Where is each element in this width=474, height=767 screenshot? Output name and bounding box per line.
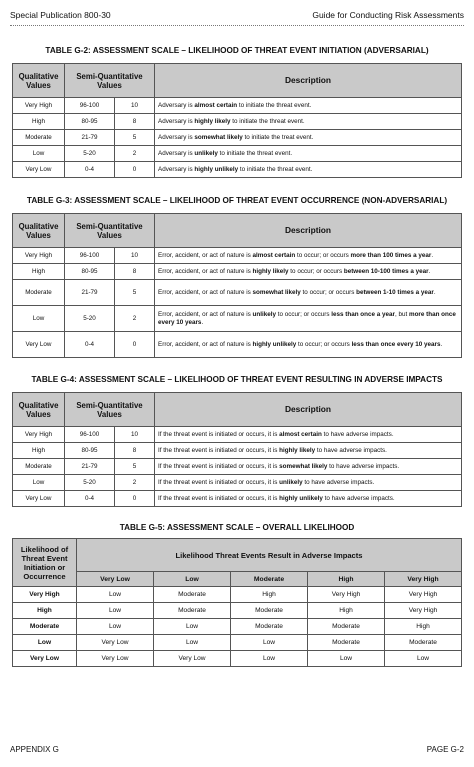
g5-cell: Low <box>385 651 462 667</box>
table-g3-body <box>13 248 462 358</box>
table-g5 <box>12 538 462 667</box>
qualitative-value: High <box>13 264 65 280</box>
semi-quantitative-score: 0 <box>115 162 155 178</box>
description-text: to initiate the threat event. <box>217 149 293 157</box>
description-text: , but <box>394 310 409 318</box>
table-row <box>13 280 462 306</box>
semi-quantitative-score: 2 <box>115 306 155 332</box>
description-emphasis: more than 100 times a year <box>350 251 432 259</box>
qualitative-value: Low <box>13 475 65 491</box>
description-text: to initiate the threat event. <box>230 117 305 125</box>
page-footer <box>10 745 464 757</box>
g5-col-high: High <box>308 572 385 587</box>
col-header-semi: Semi-Quantitative Values <box>65 393 155 427</box>
table-row <box>13 130 462 146</box>
description <box>155 459 462 475</box>
description-emphasis: highly likely <box>279 446 316 454</box>
col-header-description: Description <box>155 64 462 98</box>
g5-cell: High <box>308 603 385 619</box>
semi-quantitative-score: 2 <box>115 475 155 491</box>
description-text: to occur; or occurs <box>300 288 357 296</box>
g5-col-low: Low <box>154 572 231 587</box>
description-text: Adversary is <box>158 165 195 173</box>
description-emphasis: highly unlikely <box>194 165 239 173</box>
description-emphasis: somewhat likely <box>194 133 243 141</box>
footer-right: PAGE G-2 <box>426 745 464 754</box>
description-text: to initiate the treat event. <box>242 133 314 141</box>
description-emphasis: highly likely <box>194 117 231 125</box>
g5-col-very-low: Very Low <box>77 572 154 587</box>
table-g2 <box>12 63 462 178</box>
g5-cell: Low <box>154 635 231 651</box>
page-header <box>10 10 464 22</box>
g5-cell: Moderate <box>308 635 385 651</box>
description-text: Error, accident, or act of nature is <box>158 310 253 318</box>
description <box>155 98 462 114</box>
header-left: Special Publication 800-30 <box>10 10 111 20</box>
semi-quantitative-score: 8 <box>115 264 155 280</box>
g5-cell: Low <box>231 635 308 651</box>
description-text: If the threat event is initiated or occurs, it is <box>158 494 280 502</box>
description-emphasis: almost certain <box>194 101 238 109</box>
qualitative-value: Very Low <box>13 162 65 178</box>
col-header-qualitative: Qualitative Values <box>13 214 65 248</box>
description <box>155 443 462 459</box>
g5-row-label: High <box>13 603 77 619</box>
description-text: . <box>440 340 443 348</box>
description-text: . <box>433 288 436 296</box>
description-text: If the threat event is initiated or occurs, it is <box>158 478 280 486</box>
footer-left: APPENDIX G <box>10 745 59 754</box>
description-text: to have adverse impacts. <box>322 494 395 502</box>
table-row <box>13 332 462 358</box>
semi-quantitative-range: 0-4 <box>65 332 115 358</box>
qualitative-value: Moderate <box>13 130 65 146</box>
semi-quantitative-range: 80-95 <box>65 443 115 459</box>
description <box>155 130 462 146</box>
description-text: . <box>201 318 204 326</box>
table-g2-body <box>13 98 462 178</box>
table-g2-caption: TABLE G-2: ASSESSMENT SCALE – LIKELIHOOD OF THREAT EVENT INITIATION (ADVERSARIAL) <box>45 46 429 55</box>
description-text: . <box>431 251 434 259</box>
description-text: Adversary is <box>158 133 195 141</box>
semi-quantitative-range: 21-79 <box>65 280 115 306</box>
semi-quantitative-range: 5-20 <box>65 475 115 491</box>
g5-cell: Low <box>77 619 154 635</box>
g5-cell: Very High <box>385 587 462 603</box>
g5-row-label: Moderate <box>13 619 77 635</box>
g5-column-headers <box>13 572 462 587</box>
g5-col-moderate: Moderate <box>231 572 308 587</box>
semi-quantitative-score: 5 <box>115 459 155 475</box>
g5-corner-header: Likelihood of Threat Event Initiation or Occurrence <box>13 539 77 587</box>
table-row <box>13 651 462 667</box>
description-text: Adversary is <box>158 117 195 125</box>
description-emphasis: somewhat likely <box>252 288 301 296</box>
description <box>155 280 462 306</box>
description <box>155 332 462 358</box>
table-row <box>13 306 462 332</box>
qualitative-value: Very High <box>13 98 65 114</box>
table-row <box>13 603 462 619</box>
qualitative-value: Moderate <box>13 280 65 306</box>
description-emphasis: highly unlikely <box>252 340 297 348</box>
table-g5-body <box>13 587 462 667</box>
semi-quantitative-range: 96-100 <box>65 98 115 114</box>
description-emphasis: between 1-10 times a year <box>356 288 434 296</box>
description-emphasis: almost certain <box>279 430 322 438</box>
description-emphasis: between 10-100 times a year <box>343 267 429 275</box>
semi-quantitative-score: 2 <box>115 146 155 162</box>
description-text: to have adverse impacts. <box>327 462 400 470</box>
g5-cell: Low <box>308 651 385 667</box>
table-g4-caption: TABLE G-4: ASSESSMENT SCALE – LIKELIHOOD OF THREAT EVENT RESULTING IN ADVERSE IMPACTS <box>31 375 443 384</box>
description-text: to occur; or occurs <box>288 267 344 275</box>
table-row <box>13 427 462 443</box>
g5-cell: Moderate <box>308 619 385 635</box>
semi-quantitative-range: 96-100 <box>65 427 115 443</box>
description-text: to initiate the threat event. <box>238 165 313 173</box>
description-text: to have adverse impacts. <box>302 478 375 486</box>
semi-quantitative-range: 80-95 <box>65 114 115 130</box>
qualitative-value: Very Low <box>13 332 65 358</box>
table-g5-caption: TABLE G-5: ASSESSMENT SCALE – OVERALL LIKELIHOOD <box>119 523 355 532</box>
table-row <box>13 459 462 475</box>
g5-row-label: Low <box>13 635 77 651</box>
table-row <box>13 635 462 651</box>
description-text: to occur; or occurs <box>296 340 352 348</box>
g5-row-label: Very Low <box>13 651 77 667</box>
description <box>155 264 462 280</box>
description-text: Adversary is <box>158 101 195 109</box>
g5-cell: Very Low <box>77 635 154 651</box>
table-g4 <box>12 392 462 507</box>
description-text: to initiate the threat event. <box>237 101 312 109</box>
g5-cell: High <box>231 587 308 603</box>
table-row <box>13 619 462 635</box>
g5-cell: High <box>385 619 462 635</box>
g5-cell: Very Low <box>154 651 231 667</box>
table-row <box>13 264 462 280</box>
g5-cell: Very Low <box>77 651 154 667</box>
qualitative-value: Low <box>13 146 65 162</box>
table-g3-caption: TABLE G-3: ASSESSMENT SCALE – LIKELIHOOD OF THREAT EVENT OCCURRENCE (NON-ADVERSARIAL) <box>26 196 448 205</box>
table-row <box>13 475 462 491</box>
g5-cell: Moderate <box>231 603 308 619</box>
header-right: Guide for Conducting Risk Assessments <box>312 10 464 20</box>
g5-cell: Moderate <box>154 587 231 603</box>
semi-quantitative-score: 0 <box>115 332 155 358</box>
description-text: to occur; or occurs <box>275 310 332 318</box>
g5-cell: Moderate <box>154 603 231 619</box>
qualitative-value: Moderate <box>13 459 65 475</box>
semi-quantitative-range: 0-4 <box>65 162 115 178</box>
description-emphasis: almost certain <box>252 251 296 259</box>
description-text: to have adverse impacts. <box>321 430 394 438</box>
g5-cell: Low <box>154 619 231 635</box>
col-header-description: Description <box>155 393 462 427</box>
table-g4-body <box>13 427 462 507</box>
description-emphasis: highly likely <box>252 267 289 275</box>
g5-cell: Moderate <box>231 619 308 635</box>
description <box>155 146 462 162</box>
g5-cell: Low <box>77 603 154 619</box>
description-emphasis: unlikely <box>252 310 276 318</box>
g5-col-very-high: Very High <box>385 572 462 587</box>
description <box>155 162 462 178</box>
col-header-semi: Semi-Quantitative Values <box>65 214 155 248</box>
col-header-description: Description <box>155 214 462 248</box>
semi-quantitative-score: 10 <box>115 427 155 443</box>
semi-quantitative-score: 10 <box>115 248 155 264</box>
description-text: If the threat event is initiated or occurs, it is <box>158 446 280 454</box>
table-row <box>13 587 462 603</box>
semi-quantitative-range: 21-79 <box>65 459 115 475</box>
qualitative-value: Very High <box>13 248 65 264</box>
semi-quantitative-score: 10 <box>115 98 155 114</box>
table-row <box>13 491 462 507</box>
g5-cell: Moderate <box>385 635 462 651</box>
semi-quantitative-range: 80-95 <box>65 264 115 280</box>
description <box>155 427 462 443</box>
qualitative-value: Low <box>13 306 65 332</box>
description-emphasis: less than once a year <box>331 310 395 318</box>
header-divider <box>10 25 464 26</box>
description-text: to occur; or occurs <box>295 251 351 259</box>
description-text: to have adverse impacts. <box>315 446 387 454</box>
qualitative-value: Very High <box>13 427 65 443</box>
semi-quantitative-range: 0-4 <box>65 491 115 507</box>
description-emphasis: unlikely <box>279 478 303 486</box>
table-g3 <box>12 213 462 358</box>
description-emphasis: highly unlikely <box>279 494 323 502</box>
description-text: . <box>428 267 431 275</box>
semi-quantitative-range: 96-100 <box>65 248 115 264</box>
g5-cell: Very High <box>385 603 462 619</box>
semi-quantitative-score: 0 <box>115 491 155 507</box>
description-text: If the threat event is initiated or occurs, it is <box>158 462 280 470</box>
semi-quantitative-range: 5-20 <box>65 306 115 332</box>
semi-quantitative-range: 21-79 <box>65 130 115 146</box>
description <box>155 475 462 491</box>
g5-row-label: Very High <box>13 587 77 603</box>
table-row <box>13 114 462 130</box>
col-header-qualitative: Qualitative Values <box>13 64 65 98</box>
description-emphasis: unlikely <box>194 149 218 157</box>
g5-cell: Low <box>77 587 154 603</box>
description <box>155 491 462 507</box>
semi-quantitative-score: 5 <box>115 130 155 146</box>
description-text: Error, accident, or act of nature is <box>158 288 253 296</box>
description-text: Adversary is <box>158 149 195 157</box>
table-row <box>13 162 462 178</box>
table-row <box>13 98 462 114</box>
g5-top-header: Likelihood Threat Events Result in Adverse Impacts <box>77 539 462 572</box>
description-text: Error, accident, or act of nature is <box>158 251 253 259</box>
semi-quantitative-score: 8 <box>115 443 155 459</box>
description-emphasis: more than once every 10 years <box>158 310 456 326</box>
table-row <box>13 248 462 264</box>
g5-cell: Very High <box>308 587 385 603</box>
col-header-qualitative: Qualitative Values <box>13 393 65 427</box>
g5-cell: Low <box>231 651 308 667</box>
description-text: If the threat event is initiated or occurs, it is <box>158 430 280 438</box>
qualitative-value: Very Low <box>13 491 65 507</box>
description-text: Error, accident, or act of nature is <box>158 267 253 275</box>
description-text: Error, accident, or act of nature is <box>158 340 253 348</box>
description <box>155 306 462 332</box>
table-row <box>13 443 462 459</box>
description <box>155 114 462 130</box>
qualitative-value: High <box>13 114 65 130</box>
col-header-semi: Semi-Quantitative Values <box>65 64 155 98</box>
semi-quantitative-score: 5 <box>115 280 155 306</box>
description <box>155 248 462 264</box>
qualitative-value: High <box>13 443 65 459</box>
description-emphasis: less than once every 10 years <box>351 340 441 348</box>
description-emphasis: somewhat likely <box>279 462 328 470</box>
semi-quantitative-range: 5-20 <box>65 146 115 162</box>
semi-quantitative-score: 8 <box>115 114 155 130</box>
table-row <box>13 146 462 162</box>
